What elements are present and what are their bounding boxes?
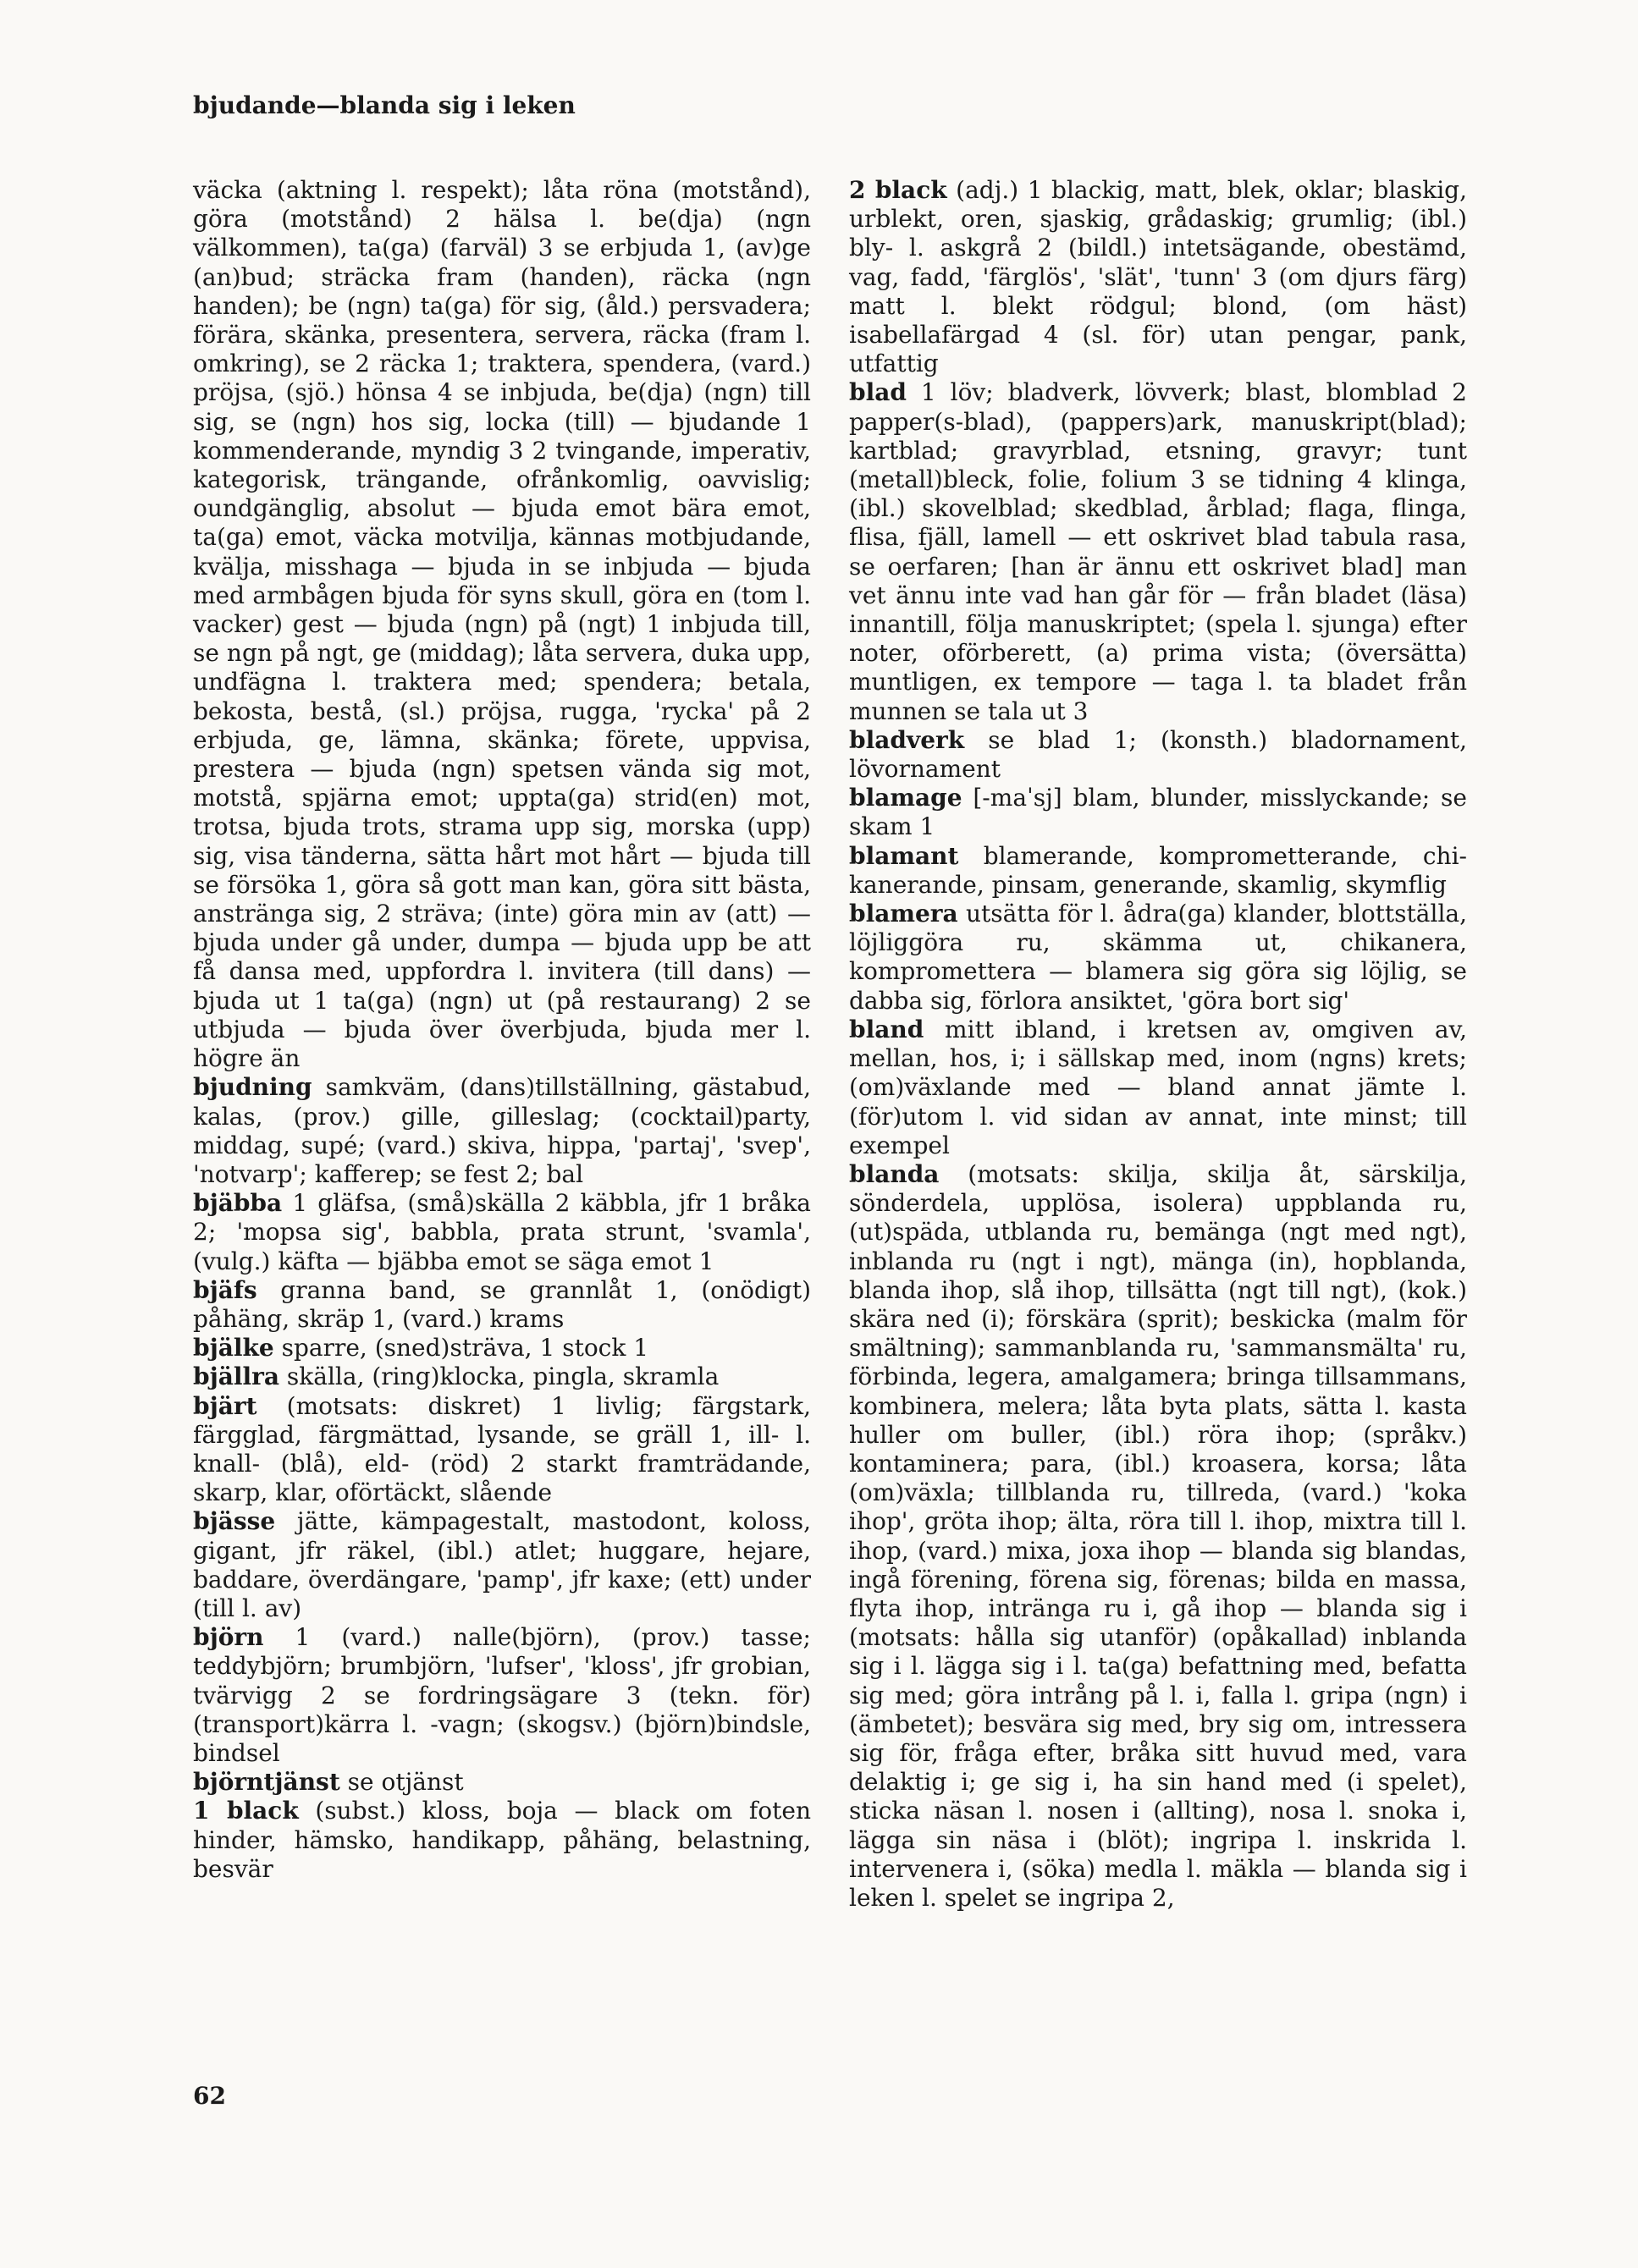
entry-definition: skälla, (ring)klocka, pingla, skramla: [279, 1362, 720, 1391]
dictionary-entry: [849, 378, 1467, 725]
entry-headword: 1 black: [193, 1797, 299, 1825]
entry-headword: bjällra: [193, 1362, 280, 1391]
dictionary-entry: [849, 900, 1467, 1016]
page-number: 62: [193, 2082, 226, 2110]
dictionary-entry: [849, 1160, 1467, 1913]
dictionary-entry: [193, 1362, 811, 1391]
entry-definition: mitt ibland, i kretsen av, omgiven av, mellan, hos, i; i sällskap med, inom (ngns) krets; (om)växlande med — bland annat jämte l. (för)utom l. vid sidan av annat, inte minst; till exempel: [849, 1015, 1467, 1159]
entry-headword: 2 black: [849, 176, 947, 204]
entry-definition: väcka (aktning l. respekt); låta röna (motstånd), göra (motstånd) 2 hälsa l. be(dja) (ngn välkommen), ta(ga) (farväl) 3 se erbjuda 1, (av)ge (an)bud; sträcka fram (handen), räcka (ngn handen); be (ngn) ta(ga) för sig, (åld.) persvadera; förära, skänka, presentera, servera, räcka (fram l. omkring), se 2 räcka 1; traktera, spendera, (vard.) pröjsa, (sjö.) hönsa 4 se inbjuda, be(dja) (ngn) till sig, se (ngn) hos sig, locka (till) — bjudande 1 kommenderande, myndig 3 2 tvingande, imperativ, kategorisk, trängande, ofrånkomlig, oavvislig; oundgänglig, absolut — bjuda emot bära emot, ta(ga) emot, väcka motvilja, kännas motbjudande, kvälja, misshaga — bjuda in se inbjuda — bjuda med armbågen bjuda för syns skull, göra en (tom l. vacker) gest — bjuda (ngn) på (ngt) 1 inbjuda till, se ngn på ngt, ge (middag); låta servera, duka upp, undfägna l. traktera med; spendera; betala, bekosta, bestå, (sl.) pröjsa, rugga, 'rycka' på 2 erbjuda, ge, lämna, skänka; förete, uppvisa, prestera — bjuda (ngn) spetsen vända sig mot, motstå, spjärna emot; uppta(ga) strid(en) mot, trotsa, bjuda trots, strama upp sig, morska (upp) sig, visa tänderna, sätta hårt mot hårt — bjuda till se försöka 1, göra så gott man kan, göra sitt bästa, anstränga sig, 2 sträva; (inte) göra min av (att) — bjuda under gå under, dumpa — bjuda upp be att få dansa med, uppfordra l. invitera (till dans) — bjuda ut 1 ta(ga) (ngn) ut (på restaurang) 2 se utbjuda — bjuda över överbjuda, bjuda mer l. högre än: [193, 176, 811, 1073]
entry-definition: [-maˈsj] blam, blunder, misslyckande; se skam 1: [849, 784, 1467, 841]
dictionary-entry: [849, 176, 1467, 378]
right-column: [849, 176, 1467, 1913]
dictionary-entry: [849, 726, 1467, 784]
dictionary-entry: [193, 1334, 811, 1362]
entry-headword: bjäbba: [193, 1189, 283, 1218]
entry-definition: se otjänst: [339, 1768, 464, 1797]
entry-headword: björntjänst: [193, 1768, 340, 1797]
dictionary-entry: [193, 1276, 811, 1334]
entry-definition: blamerande, komprometterande, chikanerande, pinsam, generande, skamlig, skymflig: [849, 841, 1467, 899]
entry-definition: utsätta för l. ådra(ga) klander, blottställa, löjliggöra ru, skämma ut, chikanera, kompromettera — blamera sig göra sig löjlig, se dabba sig, förlora ansiktet, 'göra bort sig': [849, 900, 1467, 1015]
dictionary-entry: [193, 1392, 811, 1508]
entry-definition: 1 gläfsa, (små)skälla 2 käbbla, jfr 1 bråka 2; 'mopsa sig', babbla, prata strunt, 'svamla', (vulg.) käfta — bjäbba emot se säga emot 1: [193, 1189, 811, 1275]
entry-headword: blamage: [849, 784, 962, 812]
dictionary-entry: [849, 784, 1467, 841]
entry-headword: blamant: [849, 841, 959, 870]
entry-headword: björn: [193, 1623, 264, 1652]
entry-definition: jätte, kämpagestalt, mastodont, koloss, gigant, jfr räkel, (ibl.) atlet; huggare, hejare, baddare, överdängare, 'pamp', jfr kaxe; (ett) under (till l. av): [193, 1507, 811, 1622]
entry-headword: bjärt: [193, 1391, 257, 1420]
entry-headword: bland: [849, 1015, 924, 1043]
entry-definition: (motsats: diskret) 1 livlig; färgstark, färgglad, färgmättad, lysande, se gräll 1, ill- l. knall- (blå), eld- (röd) 2 starkt framträdande, skarp, klar, oförtäckt, slående: [193, 1391, 811, 1507]
dictionary-entry: [193, 176, 811, 1073]
dictionary-entry: [849, 1016, 1467, 1160]
entry-definition: granna band, se grannlåt 1, (onödigt) påhäng, skräp 1, (vard.) krams: [193, 1275, 811, 1333]
dictionary-entry: [193, 1189, 811, 1276]
entry-definition: (motsats: skilja, skilja åt, särskilja, sönderdela, upplösa, isolera) uppblanda ru, (ut)späda, utblanda ru, bemänga (ngt med ngt), inblanda ru (ngt i ngt), mänga (in), hopblanda, blanda ihop, slå ihop, tillsätta (ngt till ngt), (kok.) skära ned (i); förskära (sprit); beskicka (malm för smältning); sammanblanda ru, 'sammansmälta' ru, förbinda, legera, amalgamera; bringa tillsammans, kombinera, melera; låta byta plats, sätta l. kasta huller om buller, (ibl.) röra ihop; (språkv.) kontaminera; para, (ibl.) kroasera, korsa; låta (om)växla; tillblanda ru, tillreda, (vard.) 'koka ihop', gröta ihop; älta, röra till l. ihop, mixtra till l. ihop, (vard.) mixa, joxa ihop — blanda sig blandas, ingå förening, förena sig, förenas; bilda en massa, flyta ihop, intränga ru i, gå ihop — blanda sig i (motsats: hålla sig utanför) (opåkallad) inblanda sig i l. lägga sig i l. ta(ga) befattning med, befatta sig med; göra intrång på l. i, falla l. gripa (ngn) i (ämbetet); besvära sig med, bry sig om, intressera sig för, fråga efter, bråka sitt huvud med, vara delaktig i; ge sig i, ha sin hand med (i spelet), sticka näsan l. nosen i (allting), nosa l. snoka i, lägga sin näsa i (blöt); ingripa l. inskrida l. intervenera i, (söka) medla l. mäkla — blanda sig i leken l. spelet se ingripa 2,: [849, 1159, 1467, 1912]
dictionary-entry: [193, 1768, 811, 1797]
dictionary-entry: [849, 842, 1467, 900]
entry-headword: blamera: [849, 900, 958, 928]
entry-headword: bjälke: [193, 1334, 274, 1362]
entry-definition: se blad 1; (konsth.) bladornament, lövornament: [849, 725, 1467, 784]
entry-definition: (adj.) 1 blackig, matt, blek, oklar; blaskig, urblekt, oren, sjaskig, grådaskig; grumlig; (ibl.) bly- l. askgrå 2 (bildl.) intetsägande, obestämd, vag, fadd, 'färglös', 'slät', 'tunn' 3 (om djurs färg) matt l. blekt rödgul; blond, (om häst) isabellafärgad 4 (sl. för) utan pengar, pank, utfattig: [849, 176, 1468, 378]
page-header: bjudande—blanda sig i leken: [193, 91, 576, 119]
entry-headword: bjässe: [193, 1507, 276, 1536]
entry-definition: 1 (vard.) nalle(björn), (prov.) tasse; teddybjörn; brumbjörn, 'lufser', 'kloss', jfr grobian, tvärvigg 2 se fordringsägare 3 (tekn. för) (transport)kärra l. -vagn; (skogsv.) (björn)bindsle, bindsel: [193, 1623, 811, 1767]
left-column: [193, 176, 811, 1884]
entry-definition: (subst.) kloss, boja — black om foten hinder, hämsko, handikapp, påhäng, belastning, besvär: [193, 1797, 811, 1883]
entry-headword: blad: [849, 378, 907, 407]
entry-definition: samkväm, (dans)tillställning, gästabud, kalas, (prov.) gille, gilleslag; (cocktail)party, middag, supé; (vard.) skiva, hippa, 'partaj', 'svep', 'notvarp'; kafferep; se fest 2; bal: [193, 1073, 811, 1188]
entry-headword: blanda: [849, 1159, 940, 1188]
dictionary-entry: [193, 1507, 811, 1623]
entry-definition: 1 löv; bladverk, lövverk; blast, blomblad 2 papper(s-blad), (pappers)ark, manuskript(blad); kartblad; gravyrblad, etsning, gravyr; tunt (metall)bleck, folie, folium 3 se tidning 4 klinga, (ibl.) skovelblad; skedblad, årblad; flaga, flinga, flisa, fjäll, lamell — ett oskrivet blad tabula rasa, se oerfaren; [han är ännu ett oskrivet blad] man vet ännu inte vad han går för — från bladet (läsa) innantill, följa manuskriptet; (spela l. sjunga) efter noter, oförberett, (a) prima vista; (översätta) muntligen, ex tempore — taga l. ta bladet från munnen se tala ut 3: [849, 378, 1467, 725]
dictionary-entry: [193, 1073, 811, 1189]
entry-headword: bjudning: [193, 1073, 312, 1102]
entry-definition: sparre, (sned)sträva, 1 stock 1: [273, 1334, 649, 1362]
dictionary-entry: [193, 1623, 811, 1768]
dictionary-entry: [193, 1797, 811, 1884]
entry-headword: bladverk: [849, 725, 965, 754]
entry-headword: bjäfs: [193, 1275, 257, 1304]
